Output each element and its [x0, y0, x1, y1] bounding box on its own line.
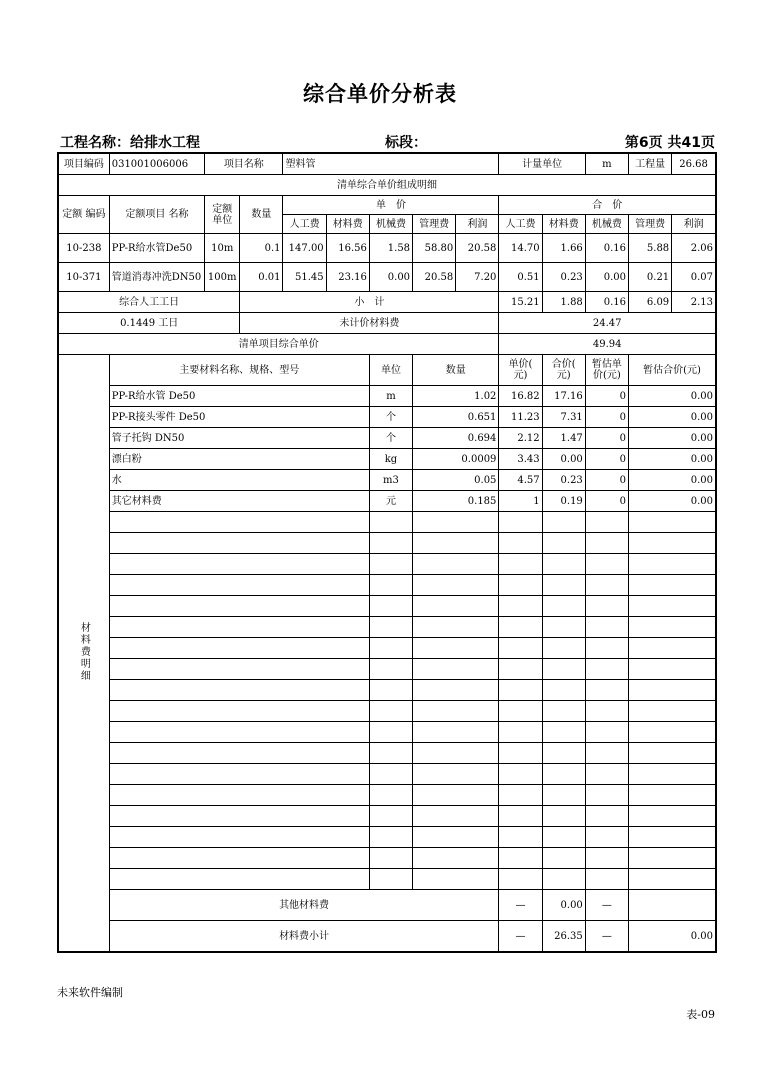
table-cell — [585, 554, 628, 575]
table-row — [58, 827, 716, 848]
qty-value: 26.68 — [672, 153, 716, 175]
table-cell: — — [499, 921, 542, 953]
table-cell — [109, 764, 369, 785]
table-cell: 0.185 — [413, 491, 499, 512]
table-row — [58, 334, 716, 355]
table-cell: 0.00 — [628, 921, 716, 953]
table-cell — [369, 596, 412, 617]
table-cell — [585, 827, 628, 848]
table-cell — [499, 869, 542, 890]
mat-col-unit: 单位 — [369, 355, 412, 386]
table-cell: 0.0009 — [413, 449, 499, 470]
table-row — [58, 533, 716, 554]
table-cell — [542, 680, 585, 701]
table-cell — [499, 764, 542, 785]
table-cell — [413, 680, 499, 701]
table-cell — [499, 806, 542, 827]
table-cell: PP-R给水管De50 — [109, 234, 204, 263]
table-cell: 0.21 — [628, 263, 671, 292]
table-cell — [413, 743, 499, 764]
table-row — [58, 196, 716, 215]
table-cell — [369, 869, 412, 890]
table-cell: 11.23 — [499, 407, 542, 428]
table-cell — [585, 722, 628, 743]
table-cell: PP-R给水管 De50 — [109, 386, 369, 407]
table-row — [58, 512, 716, 533]
table-cell — [109, 785, 369, 806]
table-cell — [413, 554, 499, 575]
mat-col-est-price: 暂估单 价(元) — [585, 355, 628, 386]
project-name: 工程名称：给排水工程 — [60, 135, 200, 151]
table-cell — [369, 764, 412, 785]
table-cell — [542, 638, 585, 659]
total-group: 合 价 — [499, 196, 716, 215]
table-cell: 51.45 — [283, 263, 326, 292]
table-cell — [109, 554, 369, 575]
table-cell — [369, 785, 412, 806]
table-cell: 0.23 — [542, 263, 585, 292]
table-row — [58, 722, 716, 743]
col-profit: 利润 — [456, 215, 499, 234]
table-cell — [542, 806, 585, 827]
page-title: 综合单价分析表 — [303, 82, 457, 106]
table-cell: 23.16 — [326, 263, 369, 292]
table-cell: 0.00 — [542, 890, 585, 921]
col-labor: 人工费 — [499, 215, 542, 234]
table-cell — [109, 638, 369, 659]
table-row — [58, 596, 716, 617]
table-cell: 2.13 — [672, 292, 716, 313]
table-cell — [109, 659, 369, 680]
table-cell — [585, 848, 628, 869]
table-cell: 0.05 — [413, 470, 499, 491]
col-material: 材料费 — [542, 215, 585, 234]
table-cell — [369, 701, 412, 722]
table-cell: 10m — [205, 234, 240, 263]
table-cell — [542, 743, 585, 764]
table-row — [58, 575, 716, 596]
table-cell: 1.02 — [413, 386, 499, 407]
composition-caption: 清单综合单价组成明细 — [58, 175, 716, 196]
unpriced-value: 24.47 — [499, 313, 716, 334]
table-cell — [109, 827, 369, 848]
col-code: 定额 编码 — [58, 196, 109, 234]
table-cell: 0 — [585, 428, 628, 449]
table-row — [58, 153, 716, 175]
table-cell — [542, 512, 585, 533]
table-cell: 2.06 — [672, 234, 716, 263]
material-subtotal-label: 材料费小计 — [109, 921, 499, 953]
table-cell — [369, 512, 412, 533]
table-row — [58, 355, 716, 386]
table-cell: 20.58 — [413, 263, 456, 292]
table-cell — [542, 827, 585, 848]
table-cell — [369, 659, 412, 680]
mat-col-qty: 数量 — [413, 355, 499, 386]
table-cell — [499, 596, 542, 617]
table-cell — [585, 680, 628, 701]
table-cell — [542, 785, 585, 806]
table-cell: 0.16 — [585, 292, 628, 313]
table-cell: 20.58 — [456, 234, 499, 263]
col-profit: 利润 — [672, 215, 716, 234]
table-row — [58, 470, 716, 491]
table-cell — [628, 575, 716, 596]
section-label: 标段： — [385, 135, 427, 151]
table-row — [58, 263, 716, 292]
materials-side-cell — [58, 355, 109, 953]
table-cell — [585, 869, 628, 890]
mat-col-price: 单价( 元) — [499, 355, 542, 386]
table-cell: 水 — [109, 470, 369, 491]
table-cell: 0.07 — [672, 263, 716, 292]
table-cell — [499, 533, 542, 554]
mat-col-name: 主要材料名称、规格、型号 — [109, 355, 369, 386]
table-cell — [109, 533, 369, 554]
table-cell: — — [585, 890, 628, 921]
table-cell: 0.00 — [369, 263, 412, 292]
col-qty: 数量 — [240, 196, 283, 234]
table-cell — [628, 659, 716, 680]
mat-col-est-total: 暂估合价(元) — [628, 355, 716, 386]
col-unit: 定额 单位 — [205, 196, 240, 234]
table-cell: 1 — [499, 491, 542, 512]
table-row — [58, 890, 716, 921]
table-cell — [499, 701, 542, 722]
table-row — [58, 491, 716, 512]
table-cell: 26.35 — [542, 921, 585, 953]
table-cell — [542, 533, 585, 554]
table-row — [58, 806, 716, 827]
table-cell — [499, 659, 542, 680]
table-row — [58, 554, 716, 575]
table-cell — [628, 743, 716, 764]
table-cell — [109, 848, 369, 869]
name-value: 塑料管 — [283, 153, 499, 175]
table-cell: 4.57 — [499, 470, 542, 491]
table-row — [58, 386, 716, 407]
table-cell: 0.00 — [542, 449, 585, 470]
col-material: 材料费 — [326, 215, 369, 234]
table-cell — [499, 827, 542, 848]
table-cell — [369, 680, 412, 701]
table-cell — [499, 848, 542, 869]
unpriced-label: 未计价材料费 — [240, 313, 499, 334]
unit-price-group: 单 价 — [283, 196, 499, 215]
table-cell: 17.16 — [542, 386, 585, 407]
table-cell: 3.43 — [499, 449, 542, 470]
table-row — [58, 175, 716, 196]
table-cell — [413, 701, 499, 722]
mat-col-total: 合价( 元) — [542, 355, 585, 386]
labor-day-value: 0.1449 工日 — [58, 313, 240, 334]
table-cell — [628, 512, 716, 533]
table-row — [58, 428, 716, 449]
table-cell — [585, 533, 628, 554]
table-cell — [542, 869, 585, 890]
table-cell — [369, 806, 412, 827]
table-cell: kg — [369, 449, 412, 470]
composite-label: 清单项目综合单价 — [58, 334, 499, 355]
table-row — [58, 869, 716, 890]
table-cell — [369, 575, 412, 596]
table-cell — [413, 869, 499, 890]
table-cell — [585, 659, 628, 680]
table-cell: 58.80 — [413, 234, 456, 263]
table-cell: 16.82 — [499, 386, 542, 407]
table-cell — [585, 701, 628, 722]
table-cell — [369, 617, 412, 638]
table-cell — [413, 722, 499, 743]
table-cell: 14.70 — [499, 234, 542, 263]
table-cell — [542, 764, 585, 785]
table-cell — [628, 869, 716, 890]
table-cell — [585, 575, 628, 596]
table-cell — [413, 848, 499, 869]
table-cell — [109, 596, 369, 617]
table-cell — [413, 617, 499, 638]
table-cell: 7.31 — [542, 407, 585, 428]
table-cell: 0.00 — [628, 449, 716, 470]
col-machine: 机械费 — [369, 215, 412, 234]
table-cell — [109, 722, 369, 743]
table-cell: 管道消毒冲洗DN50 — [109, 263, 204, 292]
table-cell: 100m — [205, 263, 240, 292]
table-cell — [628, 533, 716, 554]
table-cell — [542, 554, 585, 575]
table-cell — [585, 512, 628, 533]
table-cell — [628, 827, 716, 848]
table-cell: 10-238 — [58, 234, 109, 263]
unit-price-analysis-table — [57, 152, 717, 953]
table-cell: 15.21 — [499, 292, 542, 313]
table-cell — [628, 617, 716, 638]
table-cell: m3 — [369, 470, 412, 491]
form-number: 表-09 — [686, 1008, 715, 1021]
table-cell — [628, 701, 716, 722]
table-cell — [369, 722, 412, 743]
col-machine: 机械费 — [585, 215, 628, 234]
table-cell: 1.47 — [542, 428, 585, 449]
table-cell: 0.00 — [628, 491, 716, 512]
table-cell: 1.88 — [542, 292, 585, 313]
table-cell: 管子托钩 DN50 — [109, 428, 369, 449]
table-cell — [585, 617, 628, 638]
table-cell — [369, 848, 412, 869]
table-cell: 个 — [369, 428, 412, 449]
table-cell: 个 — [369, 407, 412, 428]
table-cell — [499, 722, 542, 743]
code-label: 项目编码 — [58, 153, 109, 175]
table-cell — [109, 512, 369, 533]
table-row — [58, 407, 716, 428]
table-cell: 0 — [585, 386, 628, 407]
table-cell: 0.51 — [499, 263, 542, 292]
table-cell — [413, 596, 499, 617]
table-row — [58, 848, 716, 869]
table-cell — [499, 638, 542, 659]
table-cell: 6.09 — [628, 292, 671, 313]
table-cell — [369, 533, 412, 554]
table-cell — [542, 596, 585, 617]
table-row — [58, 234, 716, 263]
table-cell — [628, 785, 716, 806]
table-cell — [413, 512, 499, 533]
table-row — [58, 292, 716, 313]
table-cell — [628, 848, 716, 869]
table-cell: 147.00 — [283, 234, 326, 263]
table-cell: 0 — [585, 407, 628, 428]
table-cell — [542, 659, 585, 680]
table-cell: 1.66 — [542, 234, 585, 263]
table-cell: 0.01 — [240, 263, 283, 292]
table-cell — [413, 764, 499, 785]
table-cell — [369, 827, 412, 848]
page-number: 第6页 共41页 — [624, 135, 715, 151]
table-cell: 0 — [585, 470, 628, 491]
table-cell — [499, 743, 542, 764]
table-row — [58, 743, 716, 764]
table-cell: 2.12 — [499, 428, 542, 449]
table-cell: 元 — [369, 491, 412, 512]
table-cell — [369, 554, 412, 575]
table-cell — [369, 743, 412, 764]
table-cell: 0.00 — [628, 407, 716, 428]
table-cell: 0.23 — [542, 470, 585, 491]
table-cell — [413, 533, 499, 554]
software-credit: 未来软件编制 — [57, 986, 123, 999]
table-row — [58, 638, 716, 659]
qty-label: 工程量 — [628, 153, 671, 175]
table-cell — [542, 848, 585, 869]
table-cell — [109, 701, 369, 722]
table-cell — [628, 680, 716, 701]
code-value: 031001006006 — [109, 153, 204, 175]
table-cell: 0.694 — [413, 428, 499, 449]
table-cell — [109, 869, 369, 890]
table-row — [58, 313, 716, 334]
table-row — [58, 659, 716, 680]
table-cell — [369, 638, 412, 659]
table-cell — [628, 722, 716, 743]
table-cell — [542, 575, 585, 596]
table-cell — [499, 575, 542, 596]
table-cell — [542, 617, 585, 638]
table-cell — [413, 575, 499, 596]
table-cell — [585, 596, 628, 617]
table-cell — [628, 554, 716, 575]
table-cell — [413, 827, 499, 848]
table-cell — [413, 806, 499, 827]
table-cell — [109, 617, 369, 638]
table-cell: 0.00 — [628, 470, 716, 491]
table-cell — [628, 890, 716, 921]
table-cell — [585, 743, 628, 764]
materials-side-label: 材料费明细 — [78, 621, 90, 682]
table-cell: 0.651 — [413, 407, 499, 428]
col-labor: 人工费 — [283, 215, 326, 234]
col-mgmt: 管理费 — [628, 215, 671, 234]
table-cell: 漂白粉 — [109, 449, 369, 470]
table-cell: PP-R接头零件 De50 — [109, 407, 369, 428]
table-cell — [628, 596, 716, 617]
table-cell — [499, 512, 542, 533]
table-cell: 1.58 — [369, 234, 412, 263]
col-name: 定额项目 名称 — [109, 196, 204, 234]
table-cell: m — [369, 386, 412, 407]
composite-value: 49.94 — [499, 334, 716, 355]
table-cell — [499, 554, 542, 575]
table-cell — [542, 701, 585, 722]
table-cell: 5.88 — [628, 234, 671, 263]
table-cell — [413, 659, 499, 680]
table-cell: 7.20 — [456, 263, 499, 292]
table-cell — [628, 638, 716, 659]
table-cell — [585, 764, 628, 785]
table-cell: 0.00 — [628, 386, 716, 407]
table-row — [58, 449, 716, 470]
col-mgmt: 管理费 — [413, 215, 456, 234]
table-cell: — — [585, 921, 628, 953]
table-cell — [109, 575, 369, 596]
table-cell — [628, 806, 716, 827]
table-cell: 10-371 — [58, 263, 109, 292]
table-cell: 0.16 — [585, 234, 628, 263]
unit-value: m — [585, 153, 628, 175]
table-cell — [413, 638, 499, 659]
subtotal-label: 小 计 — [240, 292, 499, 313]
table-cell — [413, 785, 499, 806]
table-cell: 0 — [585, 449, 628, 470]
table-cell: 0.00 — [628, 428, 716, 449]
table-cell — [585, 638, 628, 659]
table-cell: 其它材料费 — [109, 491, 369, 512]
table-cell — [109, 680, 369, 701]
table-cell — [585, 806, 628, 827]
table-cell — [585, 785, 628, 806]
name-label: 项目名称 — [205, 153, 283, 175]
table-row — [58, 701, 716, 722]
table-cell — [109, 806, 369, 827]
table-cell: 16.56 — [326, 234, 369, 263]
unit-label: 计量单位 — [499, 153, 585, 175]
table-row — [58, 617, 716, 638]
table-row — [58, 785, 716, 806]
table-row — [58, 680, 716, 701]
table-cell: 0 — [585, 491, 628, 512]
labor-day-label: 综合人工工日 — [58, 292, 240, 313]
table-cell — [109, 743, 369, 764]
table-cell: 0.1 — [240, 234, 283, 263]
other-material-label: 其他材料费 — [109, 890, 499, 921]
table-cell: — — [499, 890, 542, 921]
table-cell — [628, 764, 716, 785]
table-cell — [499, 680, 542, 701]
table-cell — [499, 617, 542, 638]
table-cell — [499, 785, 542, 806]
table-cell: 0.19 — [542, 491, 585, 512]
table-row — [58, 764, 716, 785]
table-cell — [542, 722, 585, 743]
table-cell: 0.00 — [585, 263, 628, 292]
table-row — [58, 921, 716, 953]
